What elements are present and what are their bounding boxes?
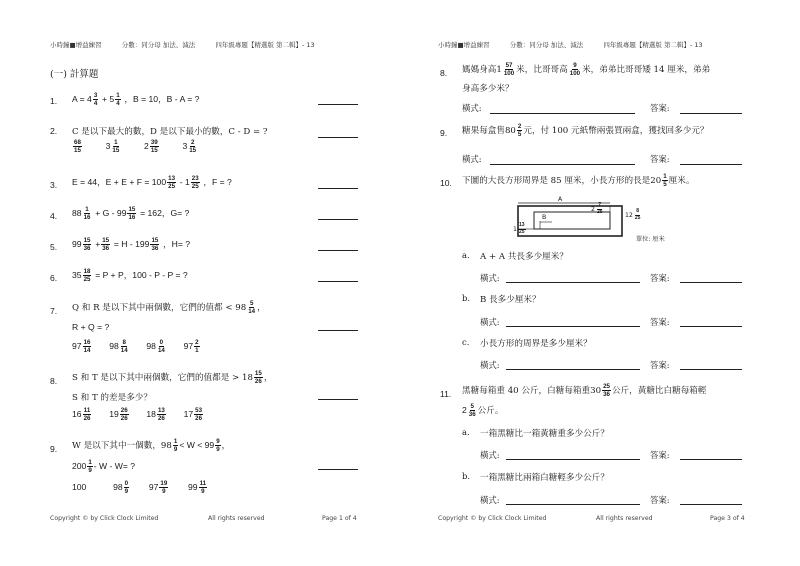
question-number: 5.	[50, 242, 58, 252]
question-4: 88 $\frac{1}{16}$ + G - 99 $\frac{15}{16}$ = 162，G= ?	[72, 206, 190, 221]
sub-question-label: a.	[462, 250, 470, 260]
answer-blank-10b[interactable]	[680, 326, 742, 327]
question-3: E = 44，E + E + F = 100 $\frac{13}{25}$ - 1 $\frac{23}{25}$ ，F = ?	[72, 175, 232, 190]
page-header	[438, 40, 721, 49]
question-9: W 是以下其中一個數，98 $\frac{1}{9}$ < W < 99 $\frac{9}{9}$ ，	[72, 438, 231, 453]
page-header	[50, 40, 333, 49]
equation-label: 橫式:	[462, 103, 482, 113]
page-number: Page 3 of 4	[710, 515, 745, 522]
question-number: 7.	[50, 306, 58, 316]
topic-label: 分數：同分母 加法、減法	[509, 41, 584, 49]
question-8: 媽媽身高1 $\frac{57}{100}$ 米，比哥哥高 $\frac{9}{100}$ 米，弟弟比哥哥矮 14 厘米，弟弟	[462, 62, 711, 77]
label-b: B	[542, 214, 547, 221]
answer-blank-10c[interactable]	[680, 369, 742, 370]
question-2-options: $\frac{68}{15}$ 3 $\frac{1}{15}$ 2 $\frac{39}{15}$ 3 $\frac{2}{15}$	[74, 139, 197, 154]
equation-blank-8[interactable]	[490, 113, 635, 114]
dimension-top: 2 $\frac{7}{25}$	[591, 202, 603, 215]
question-8-line2: 身高多少米？	[462, 84, 514, 94]
equation-label: 橫式:	[480, 495, 500, 505]
answer-blank-9[interactable]	[318, 469, 358, 470]
question-5: 99 $\frac{15}{36}$ + $\frac{15}{36}$ = H - 199 $\frac{15}{36}$ ，H= ?	[72, 237, 191, 252]
question-number: 1.	[50, 96, 58, 106]
question-9-options: 100 98 $\frac{0}{9}$ 97 $\frac{19}{9}$ 99 $\frac{11}{9}$	[72, 480, 207, 495]
answer-blank-5[interactable]	[318, 250, 358, 251]
equation-label: 橫式:	[462, 154, 482, 164]
series-label: 四年級專題【精選版 第二輯】- 13	[215, 41, 315, 49]
sub-question-b: 一箱黑糖比兩箱白糖輕多少公斤？	[480, 473, 609, 483]
equation-label: 橫式:	[480, 273, 500, 283]
answer-blank-1[interactable]	[318, 104, 358, 105]
worksheet-page-3	[400, 0, 800, 566]
answer-label: 答案:	[650, 450, 670, 460]
question-number: 9.	[50, 444, 58, 454]
answer-label: 答案:	[650, 103, 670, 113]
equation-blank-10a[interactable]	[506, 282, 640, 283]
answer-label: 答案:	[650, 273, 670, 283]
answer-blank-9[interactable]	[680, 164, 742, 165]
question-6: 35 $\frac{18}{25}$ = P + P，100 - P - P = ?	[72, 268, 188, 283]
equation-blank-9[interactable]	[490, 164, 635, 165]
equation-blank-11a[interactable]	[506, 459, 640, 460]
equation-label: 橫式:	[480, 317, 500, 327]
question-9: 糖果每盒售80 $\frac{2}{5}$ 元，付 100 元紙幣兩張買兩盒，獲找回多少元？	[462, 123, 709, 138]
answer-blank-2[interactable]	[318, 137, 358, 138]
question-11-line2: 2 $\frac{5}{36}$ 公斤。	[462, 403, 504, 418]
dimension-left: 1 $\frac{13}{25}$	[513, 222, 525, 235]
equation-blank-11b[interactable]	[506, 504, 640, 505]
unit-label: 單位: 厘米	[636, 236, 665, 243]
sub-question-b: B 長多少厘米？	[480, 295, 541, 305]
sub-question-a: 一箱黑糖比一箱黃糖重多少公斤？	[480, 429, 609, 439]
equation-label: 橫式:	[480, 450, 500, 460]
answer-blank-4[interactable]	[318, 219, 358, 220]
page-number: Page 1 of 4	[322, 515, 357, 522]
question-number: 10.	[440, 178, 452, 188]
copyright-text: Copyright © by Click Clock Limited	[438, 515, 547, 522]
answer-blank-7[interactable]	[318, 330, 358, 331]
question-10: 下圖的大長方形周界是 85 厘米，小長方形的長是20 $\frac{1}{5}$ 厘米。	[462, 173, 695, 188]
dimension-right: 12 $\frac{8}{25}$	[625, 208, 641, 221]
answer-label: 答案:	[650, 317, 670, 327]
question-number: 9.	[440, 128, 448, 138]
sub-question-a: A + A 共長多少厘米？	[480, 252, 568, 262]
answer-blank-8[interactable]	[318, 399, 358, 400]
question-8: S 和 T 是以下其中兩個數，它們的值都是 > 18 $\frac{15}{26}$ ，	[72, 370, 273, 385]
rights-text: All rights reserved	[596, 515, 653, 522]
sub-question-label: b.	[462, 293, 471, 303]
question-number: 4.	[50, 211, 58, 221]
answer-blank-6[interactable]	[318, 281, 358, 282]
answer-blank-10a[interactable]	[680, 282, 742, 283]
sub-question-c: 小長方形的周界是多少厘米？	[480, 339, 592, 349]
rights-text: All rights reserved	[208, 515, 265, 522]
answer-blank-11b[interactable]	[680, 504, 742, 505]
answer-blank-3[interactable]	[318, 188, 358, 189]
equation-label: 橫式:	[480, 360, 500, 370]
question-1: A = 4 $\frac{3}{4}$ + 5 $\frac{1}{4}$ ，B = 10，B - A = ?	[72, 92, 200, 107]
answer-blank-11a[interactable]	[680, 459, 742, 460]
answer-label: 答案:	[650, 495, 670, 505]
question-2: C 是以下最大的數，D 是以下最小的數，C - D = ?	[72, 127, 268, 137]
topic-label: 分數：同分母 加法、減法	[121, 41, 196, 49]
label-a: A	[558, 196, 563, 203]
question-number: 2.	[50, 126, 58, 136]
sub-question-label: b.	[462, 471, 471, 481]
question-7-options: 97 $\frac{16}{14}$ 98 $\frac{8}{14}$ 98 $\frac{0}{14}$ 97 $\frac{2}{1}$	[72, 339, 199, 354]
question-number: 6.	[50, 273, 58, 283]
sub-question-label: a.	[462, 427, 470, 437]
question-number: 11.	[440, 389, 452, 399]
answer-label: 答案:	[650, 360, 670, 370]
sub-question-label: c.	[462, 337, 470, 347]
section-title: (一) 計算題	[50, 69, 99, 80]
question-7-line2: R + Q = ?	[72, 322, 110, 332]
question-8-options: 16 $\frac{11}{26}$ 19 $\frac{26}{26}$ 18 $\frac{13}{26}$ 17 $\frac{53}{26}$	[72, 407, 203, 422]
question-8-line2: S 和 T 的差是多少？	[72, 393, 152, 403]
question-number: 8.	[50, 376, 58, 386]
question-number: 8.	[440, 68, 448, 78]
series-label: 四年級專題【精選版 第二輯】- 13	[603, 41, 703, 49]
brand-name: 小時鐘■增益練習	[438, 41, 490, 49]
equation-blank-10b[interactable]	[506, 326, 640, 327]
equation-blank-10c[interactable]	[506, 369, 640, 370]
question-11: 黑糖每箱重 40 公斤，白糖每箱重30 $\frac{25}{36}$ 公斤，黃糖比白糖每箱輕	[462, 383, 707, 398]
question-9-line2: 200 $\frac{1}{9}$ - W - W= ?	[72, 459, 136, 474]
copyright-text: Copyright © by Click Clock Limited	[50, 515, 159, 522]
brand-name: 小時鐘■增益練習	[50, 41, 102, 49]
question-number: 3.	[50, 180, 58, 190]
answer-blank-8[interactable]	[680, 113, 742, 114]
question-7: Q 和 R 是以下其中兩個數，它們的值都 < 98 $\frac{5}{14}$ ，	[72, 300, 266, 315]
answer-label: 答案:	[650, 154, 670, 164]
